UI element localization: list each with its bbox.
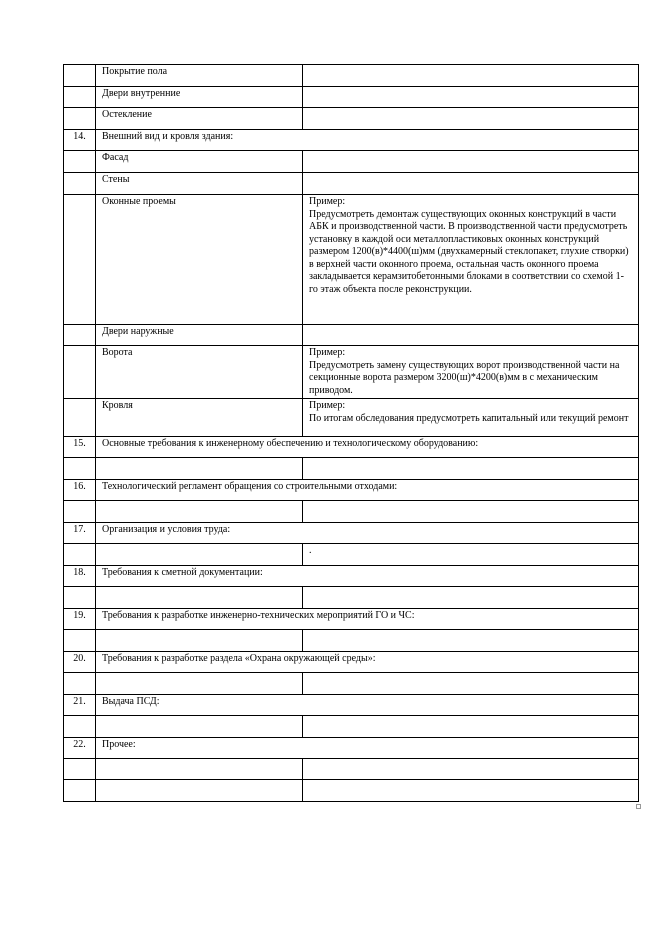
blank-cell xyxy=(64,501,96,523)
blank-cell xyxy=(303,759,639,780)
section-heading: Основные требования к инженерному обеспечению и технологическому оборудованию: xyxy=(96,437,639,458)
section-heading: Технологический регламент обращения со строительными отходами: xyxy=(96,480,639,501)
blank-cell xyxy=(303,458,639,480)
section-16-row xyxy=(64,480,639,501)
row-roof xyxy=(64,399,639,437)
blank-cell xyxy=(64,716,96,738)
section-17-blank-row xyxy=(64,544,639,566)
row-number xyxy=(64,399,96,437)
section-number: 15. xyxy=(64,437,96,458)
section-15-blank-row xyxy=(64,458,639,480)
blank-cell xyxy=(96,587,303,609)
section-heading: Организация и условия труда: xyxy=(96,523,639,544)
row-value xyxy=(303,346,639,399)
blank-cell xyxy=(96,780,303,802)
section-18-blank-row xyxy=(64,587,639,609)
row-number xyxy=(64,108,96,130)
row-label: Оконные проемы xyxy=(96,195,303,325)
blank-cell xyxy=(96,501,303,523)
row-value xyxy=(303,195,639,325)
blank-cell xyxy=(64,544,96,566)
row-number xyxy=(64,87,96,108)
row-label: Стены xyxy=(96,173,303,195)
row-value xyxy=(303,325,639,346)
row-value xyxy=(303,65,639,87)
row-value xyxy=(303,173,639,195)
blank-cell xyxy=(64,458,96,480)
blank-cell xyxy=(303,630,639,652)
blank-cell xyxy=(64,759,96,780)
section-20-blank-row xyxy=(64,673,639,695)
row-label: Кровля xyxy=(96,399,303,437)
row-number xyxy=(64,346,96,399)
row-label: Фасад xyxy=(96,151,303,173)
blank-cell xyxy=(64,780,96,802)
row-number xyxy=(64,65,96,87)
blank-cell xyxy=(96,544,303,566)
row-value xyxy=(303,108,639,130)
section-number: 22. xyxy=(64,738,96,759)
example-title: Пример: xyxy=(309,196,346,207)
row-value xyxy=(303,399,639,437)
row-floor xyxy=(64,65,639,87)
section-number: 19. xyxy=(64,609,96,630)
blank-cell xyxy=(64,587,96,609)
row-facade xyxy=(64,151,639,173)
example-text: Предусмотреть замену существующих ворот производственной части на секционные ворота размером 3200(ш)*4200(в)мм в с механическим приводом. xyxy=(309,359,620,396)
blank-cell xyxy=(96,716,303,738)
section-heading: Прочее: xyxy=(96,738,639,759)
row-number xyxy=(64,151,96,173)
row-doors-inner xyxy=(64,87,639,108)
blank-cell xyxy=(303,780,639,802)
section-19-row xyxy=(64,609,639,630)
row-label: Ворота xyxy=(96,346,303,399)
section-number: 21. xyxy=(64,695,96,716)
section-21-row xyxy=(64,695,639,716)
section-22-blank-row-1 xyxy=(64,759,639,780)
section-heading: Требования к разработке инженерно-технических мероприятий ГО и ЧС: xyxy=(96,609,639,630)
row-label: Двери наружные xyxy=(96,325,303,346)
section-heading: Требования к разработке раздела «Охрана окружающей среды»: xyxy=(96,652,639,673)
section-16-blank-row xyxy=(64,501,639,523)
example-text: По итогам обследования предусмотреть капитальный или текущий ремонт xyxy=(309,412,629,424)
section-22-row xyxy=(64,738,639,759)
blank-cell xyxy=(96,458,303,480)
section-18-row xyxy=(64,566,639,587)
section-15-row xyxy=(64,437,639,458)
section-number: 17. xyxy=(64,523,96,544)
section-number: 14. xyxy=(64,130,96,151)
row-walls xyxy=(64,173,639,195)
row-label: Двери внутренние xyxy=(96,87,303,108)
blank-cell xyxy=(64,630,96,652)
table-end-marker xyxy=(636,804,641,809)
row-glazing xyxy=(64,108,639,130)
example-text: Предусмотреть демонтаж существующих оконных конструкций в части АБК и производственной части. В производственной части предусмотреть установку в каждой оси металлопластиковых оконных конструкций размером 1200(в)*4400(ш)мм (двухкамерный стеклопакет, глухие створки) в верхней части оконного проема, остальная часть оконного проема закладывается керамзитобетонными блоками в соответствии со схемой 1-го этаж объекта после реконструкции. xyxy=(309,208,629,295)
blank-cell xyxy=(303,716,639,738)
row-windows xyxy=(64,195,639,325)
section-17-row xyxy=(64,523,639,544)
section-22-blank-row-2 xyxy=(64,780,639,802)
blank-cell xyxy=(303,673,639,695)
section-number: 20. xyxy=(64,652,96,673)
section-21-blank-row xyxy=(64,716,639,738)
blank-cell xyxy=(96,630,303,652)
section-heading: Внешний вид и кровля здания: xyxy=(96,130,639,151)
example-title: Пример: xyxy=(309,347,346,358)
row-value xyxy=(303,87,639,108)
blank-cell xyxy=(303,587,639,609)
section-heading: Требования к сметной документации: xyxy=(96,566,639,587)
section-17-value: . xyxy=(303,544,639,566)
blank-cell xyxy=(96,673,303,695)
section-20-row xyxy=(64,652,639,673)
row-number xyxy=(64,325,96,346)
blank-cell xyxy=(64,673,96,695)
row-doors-outer xyxy=(64,325,639,346)
row-number xyxy=(64,195,96,325)
section-19-blank-row xyxy=(64,630,639,652)
row-label: Покрытие пола xyxy=(96,65,303,87)
blank-cell xyxy=(303,501,639,523)
blank-cell xyxy=(96,759,303,780)
row-number xyxy=(64,173,96,195)
section-number: 18. xyxy=(64,566,96,587)
row-label: Остекление xyxy=(96,108,303,130)
section-14-row xyxy=(64,130,639,151)
row-value xyxy=(303,151,639,173)
requirements-table xyxy=(63,64,639,802)
section-number: 16. xyxy=(64,480,96,501)
row-gates xyxy=(64,346,639,399)
example-title: Пример: xyxy=(309,400,346,411)
section-heading: Выдача ПСД: xyxy=(96,695,639,716)
